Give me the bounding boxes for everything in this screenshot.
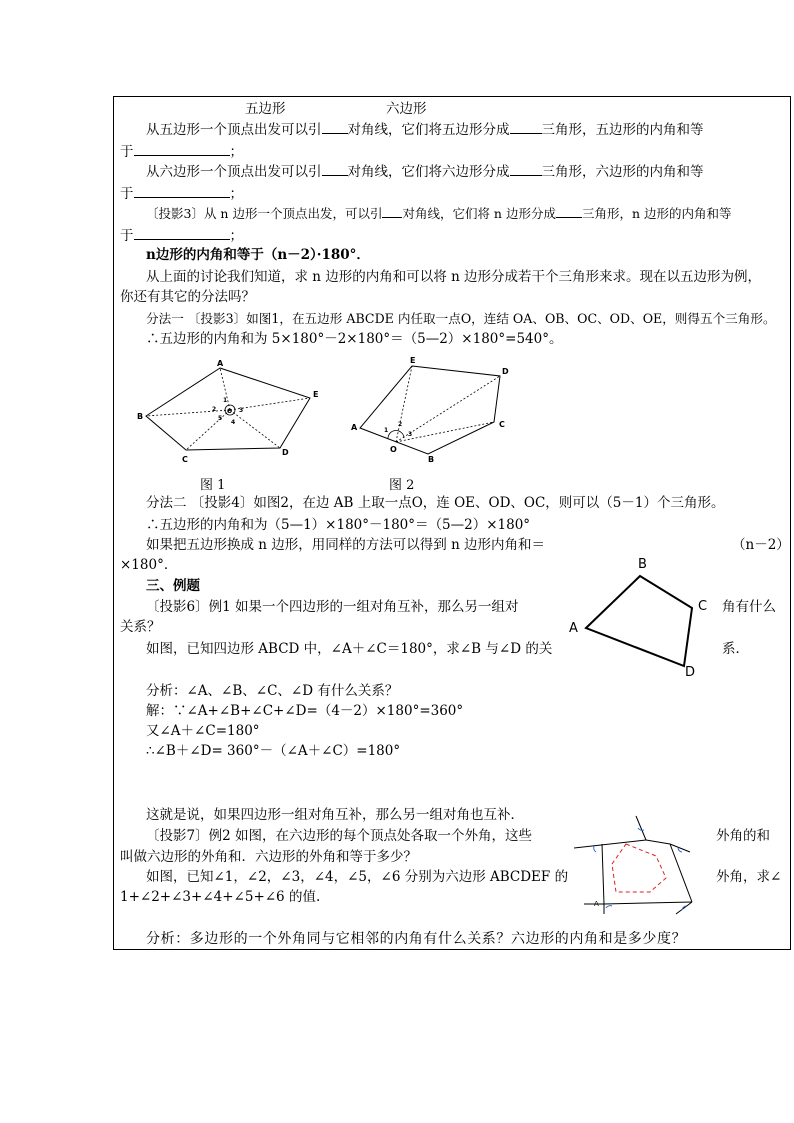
fig2-label-e: E bbox=[410, 356, 416, 365]
analysis1-line2: 解：∵∠A+∠B+∠C+∠D=（4－2）×180°=360° bbox=[146, 703, 464, 719]
method1-line2: ∴五边形的内角和为 5×180°－2×180°＝（5—2）×180°=540°。 bbox=[146, 331, 563, 347]
analysis2: 分析：多边形的一个外角同与它相邻的内角有什么关系？六边形的内角和是多少度？ bbox=[146, 931, 687, 947]
hex-label-a: A bbox=[594, 900, 599, 908]
fig2-label-a: A bbox=[351, 423, 358, 432]
fig1-label-a: A bbox=[217, 359, 224, 368]
figure1-caption: 图 1 bbox=[200, 478, 226, 493]
para3-text-d: 于 bbox=[120, 228, 134, 244]
method2-line4: ×180°． bbox=[120, 557, 178, 573]
fig1-label-b: B bbox=[137, 412, 144, 421]
blank bbox=[510, 162, 542, 176]
quad-label-b: B bbox=[638, 557, 647, 572]
conclusion: n边形的内角和等于（n－2）·180°． bbox=[146, 247, 370, 263]
method1-line1: 分法一 〔投影3〕如图1，在五边形 ABCDE 内任取一点O，连结 OA、OB、OC、OD、OE，则得五个三角形。 bbox=[146, 311, 776, 326]
quadrilateral-outline bbox=[586, 576, 692, 666]
para2-text-d: 于 bbox=[120, 186, 134, 202]
para2-line2: 于 ； bbox=[120, 186, 243, 202]
para2-line1 bbox=[146, 162, 704, 181]
para1-text-d: 于 bbox=[120, 144, 134, 160]
analysis1-line4: ∴∠B＋∠D= 360°－（∠A＋∠C）=180° bbox=[146, 743, 401, 759]
analysis1-line3: 又∠A＋∠C=180° bbox=[146, 723, 260, 739]
para3-line1 bbox=[146, 204, 731, 223]
figure1-pentagon bbox=[134, 356, 334, 466]
fig2-num-3: 3 bbox=[408, 431, 413, 438]
example1-line3-tail: 系． bbox=[722, 641, 749, 657]
fig2-label-d: D bbox=[502, 367, 509, 376]
intro-line1: 从上面的讨论我们知道，求 n 边形的内角和可以将 n 边形分成若干个三角形来求。现在以五边形为例， bbox=[146, 269, 762, 285]
section-examples-heading: 三、例题 bbox=[146, 578, 200, 594]
fig2-label-b: B bbox=[428, 455, 435, 464]
para3-text-c: 三角形，n 边形的内角和等 bbox=[581, 206, 732, 221]
fig1-label-o: O bbox=[227, 408, 233, 415]
figure-quadrilateral bbox=[562, 552, 722, 682]
fig2-label-o: O bbox=[390, 445, 397, 454]
example2-line4: 1+∠2+∠3+∠4+∠5+∠6 的值. bbox=[120, 889, 321, 905]
fig1-num-5: 5 bbox=[218, 415, 223, 422]
fig1-num-2: 2 bbox=[212, 406, 217, 413]
heading-hexagon: 六边形 bbox=[386, 101, 427, 117]
para2-text-b: 对角线，它们将六边形分成 bbox=[347, 164, 510, 180]
para1-line1 bbox=[146, 120, 704, 139]
example1-line1-tail: 角有什么 bbox=[722, 599, 776, 615]
fig1-num-4: 4 bbox=[231, 419, 236, 426]
para1-line2: 于 ； bbox=[120, 144, 243, 160]
para1-text-b: 对角线，它们将五边形分成 bbox=[347, 122, 510, 138]
fig1-num-3: 3 bbox=[239, 407, 244, 414]
example1-line3: 如图，已知四边形 ABCD 中，∠A＋∠C＝180°，求∠B 与∠D 的关 bbox=[146, 641, 553, 657]
method2-line3: 如果把五边形换成 n 边形，用同样的方法可以得到 n 边形内角和＝ bbox=[146, 537, 546, 553]
example2-line1-tail: 外角的和 bbox=[716, 828, 770, 844]
method2-line3-tail: （n－2） bbox=[732, 537, 790, 553]
example1-line1: 〔投影6〕例1 如果一个四边形的一组对角互补，那么另一组对 bbox=[146, 599, 519, 615]
blank bbox=[510, 120, 542, 134]
fig1-label-c: C bbox=[182, 455, 188, 464]
figure2-caption: 图 2 bbox=[389, 478, 415, 493]
para3-text-a: 〔投影3〕从 n 边形一个顶点出发，可以引 bbox=[146, 206, 383, 221]
example1-line2: 关系？ bbox=[120, 619, 161, 635]
example2-line3-tail: 外角，求∠ bbox=[716, 869, 782, 885]
fig2-num-1: 1 bbox=[384, 427, 389, 434]
intro-line2: 你还有其它的分法吗？ bbox=[120, 289, 255, 305]
para3-text-b: 对角线，它们将 n 边形分成 bbox=[402, 206, 556, 221]
fig2-num-2: 2 bbox=[398, 421, 403, 428]
fig1-label-e: E bbox=[313, 390, 319, 399]
fig2-label-c: C bbox=[499, 420, 505, 429]
figure-hexagon-exterior-angles bbox=[574, 814, 698, 916]
summary: 这就是说，如果四边形一组对角互补，那么另一组对角也互补． bbox=[146, 807, 524, 823]
blank bbox=[134, 184, 230, 198]
method2-line2: ∴五边形的内角和为（5—1）×180°－180°＝（5—2）×180° bbox=[146, 517, 531, 533]
quad-label-a: A bbox=[569, 621, 578, 636]
para2-text-a: 从六边形一个顶点出发可以引 bbox=[146, 164, 322, 180]
fig1-num-1: 1 bbox=[223, 397, 228, 404]
pentagon-outline bbox=[360, 366, 500, 454]
quad-label-c: C bbox=[698, 599, 708, 614]
hexagon-red-path bbox=[612, 844, 666, 892]
method2-line1: 分法二 〔投影4〕如图2，在边 AB 上取一点O，连 OE、OD、OC，则可以（5－1）个三角形。 bbox=[146, 495, 725, 511]
example2-line2: 叫做六边形的外角和．六边形的外角和等于多少？ bbox=[120, 849, 417, 865]
heading-pentagon: 五边形 bbox=[245, 101, 286, 117]
blank bbox=[134, 142, 230, 156]
blank bbox=[322, 162, 348, 176]
para1-text-a: 从五边形一个顶点出发可以引 bbox=[146, 122, 322, 138]
para3-line2: 于 ； bbox=[120, 228, 243, 244]
example2-line3: 如图，已知∠1，∠2，∠3，∠4，∠5，∠6 分别为六边形 ABCDEF 的 bbox=[146, 869, 569, 885]
example2-line1: 〔投影7〕例2 如图，在六边形的每个顶点处各取一个外角，这些 bbox=[146, 828, 532, 844]
blank bbox=[322, 120, 348, 134]
figure2-pentagon bbox=[348, 356, 518, 466]
fig1-label-d: D bbox=[282, 448, 289, 457]
quad-label-d: D bbox=[685, 665, 696, 680]
analysis1-line1: 分析：∠A、∠B、∠C、∠D 有什么关系？ bbox=[146, 683, 399, 699]
blank bbox=[134, 226, 230, 240]
blank bbox=[556, 204, 582, 218]
para1-text-c: 三角形，五边形的内角和等 bbox=[541, 122, 704, 138]
blank bbox=[382, 204, 402, 218]
para2-text-c: 三角形，六边形的内角和等 bbox=[541, 164, 704, 180]
